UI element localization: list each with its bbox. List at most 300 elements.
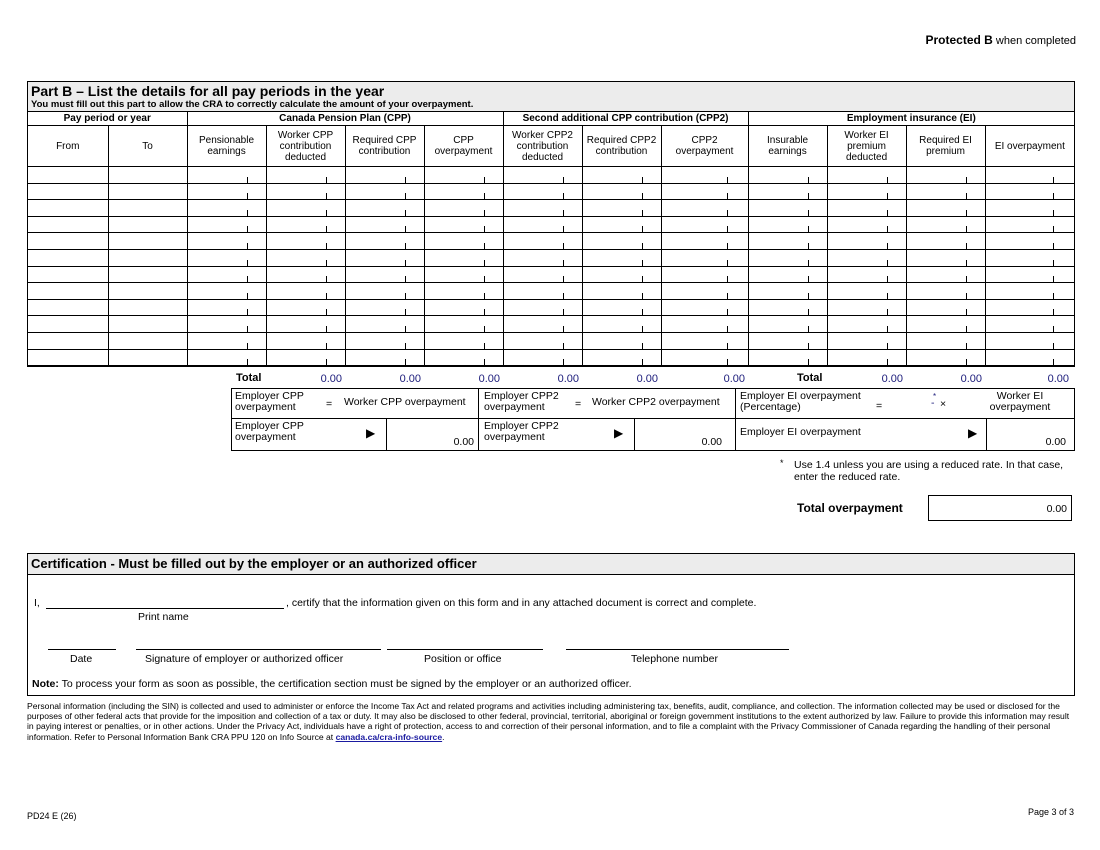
decimal-tick: [642, 326, 643, 332]
table-cell[interactable]: [748, 299, 827, 316]
decimal-tick: [727, 276, 728, 282]
total-ei-overpayment[interactable]: 0.00: [1047, 373, 1069, 385]
table-cell[interactable]: [827, 249, 906, 266]
table-cell[interactable]: [748, 216, 827, 233]
position-label: Position or office: [424, 653, 502, 665]
table-cell[interactable]: [108, 183, 187, 200]
table-cell[interactable]: [503, 283, 582, 300]
table-cell[interactable]: [985, 283, 1074, 300]
decimal-tick: [247, 343, 248, 349]
protected-label: Protected B: [925, 33, 993, 47]
decimal-tick: [966, 226, 967, 232]
decimal-tick: [727, 177, 728, 183]
table-cell[interactable]: [108, 332, 187, 349]
table-cell[interactable]: [28, 316, 108, 333]
table-cell[interactable]: [187, 299, 266, 316]
col-required-cpp2: Required CPP2 contribution: [582, 126, 661, 167]
part-b-section: [27, 81, 1075, 367]
decimal-tick: [563, 177, 564, 183]
table-cell[interactable]: [503, 266, 582, 283]
table-cell[interactable]: [503, 299, 582, 316]
employer-ei-result-label-box: [735, 418, 987, 451]
table-cell[interactable]: [906, 183, 985, 200]
table-cell[interactable]: [424, 183, 503, 200]
table-cell[interactable]: [748, 332, 827, 349]
table-cell[interactable]: [748, 316, 827, 333]
table-cell[interactable]: [345, 200, 424, 217]
table-cell[interactable]: [748, 249, 827, 266]
table-cell[interactable]: [187, 167, 266, 184]
table-cell[interactable]: [906, 249, 985, 266]
table-cell[interactable]: [424, 249, 503, 266]
table-cell[interactable]: [266, 283, 345, 300]
table-cell[interactable]: [582, 249, 661, 266]
table-row: [28, 249, 1074, 266]
decimal-tick: [1053, 359, 1054, 365]
table-cell[interactable]: [985, 167, 1074, 184]
table-cell[interactable]: [345, 183, 424, 200]
decimal-tick: [642, 177, 643, 183]
decimal-tick: [1053, 177, 1054, 183]
table-cell[interactable]: [661, 200, 748, 217]
decimal-tick: [326, 226, 327, 232]
table-cell[interactable]: [187, 216, 266, 233]
table-cell[interactable]: [345, 299, 424, 316]
employer-cpp2-result-field[interactable]: [634, 418, 736, 451]
table-cell[interactable]: [108, 167, 187, 184]
decimal-tick: [642, 193, 643, 199]
table-cell[interactable]: [582, 216, 661, 233]
pay-period-rows: [28, 167, 1074, 366]
table-cell[interactable]: [985, 316, 1074, 333]
decimal-tick: [642, 293, 643, 299]
arrow-right-icon: ▶: [968, 426, 978, 440]
certification-section: [27, 553, 1075, 696]
table-cell[interactable]: [827, 349, 906, 366]
col-cpp-overpayment: CPP overpayment: [424, 126, 503, 167]
decimal-tick: [966, 326, 967, 332]
decimal-tick: [247, 309, 248, 315]
decimal-tick: [326, 343, 327, 349]
table-cell[interactable]: [266, 183, 345, 200]
total-required-ei[interactable]: 0.00: [960, 373, 982, 385]
telephone-field[interactable]: [566, 649, 789, 650]
decimal-tick: [1053, 343, 1054, 349]
table-cell[interactable]: [187, 266, 266, 283]
table-cell[interactable]: [661, 249, 748, 266]
table-cell[interactable]: [345, 266, 424, 283]
table-cell[interactable]: [906, 316, 985, 333]
table-cell[interactable]: [748, 233, 827, 250]
date-field[interactable]: [48, 649, 116, 650]
table-cell[interactable]: [424, 283, 503, 300]
employer-cpp-formula-text: Worker CPP overpayment: [344, 396, 466, 408]
decimal-tick: [966, 359, 967, 365]
table-row: [28, 299, 1074, 316]
table-cell[interactable]: [266, 249, 345, 266]
table-cell[interactable]: [424, 349, 503, 366]
table-cell[interactable]: [345, 349, 424, 366]
employer-cpp2-formula: [478, 388, 736, 419]
certification-title: Certification - Must be filled out by the employer or an authorized officer: [28, 554, 1074, 575]
table-cell[interactable]: [661, 167, 748, 184]
signature-label: Signature of employer or authorized officer: [145, 653, 344, 665]
decimal-tick: [326, 177, 327, 183]
table-cell[interactable]: [424, 266, 503, 283]
table-cell[interactable]: [503, 216, 582, 233]
table-cell[interactable]: [582, 200, 661, 217]
employer-cpp-formula-label: Employer CPP overpayment: [235, 390, 304, 413]
table-cell[interactable]: [108, 200, 187, 217]
table-cell[interactable]: [582, 283, 661, 300]
table-cell[interactable]: [748, 349, 827, 366]
decimal-tick: [808, 193, 809, 199]
table-cell[interactable]: [187, 332, 266, 349]
table-cell[interactable]: [582, 316, 661, 333]
decimal-tick: [247, 193, 248, 199]
total-required-cpp2[interactable]: 0.00: [636, 373, 658, 385]
table-cell[interactable]: [345, 216, 424, 233]
table-cell[interactable]: [345, 167, 424, 184]
decimal-tick: [405, 293, 406, 299]
table-cell[interactable]: [108, 316, 187, 333]
group-cpp2: Second additional CPP contribution (CPP2): [503, 112, 748, 126]
decimal-tick: [484, 309, 485, 315]
table-cell[interactable]: [28, 216, 108, 233]
position-field[interactable]: [387, 649, 543, 650]
decimal-tick: [727, 359, 728, 365]
table-cell[interactable]: [503, 167, 582, 184]
info-source-link[interactable]: canada.ca/cra-info-source: [335, 731, 443, 742]
employer-cpp-result-value: 0.00: [453, 436, 474, 448]
decimal-tick: [887, 210, 888, 216]
decimal-tick: [326, 276, 327, 282]
table-cell[interactable]: [503, 349, 582, 366]
table-cell[interactable]: [187, 233, 266, 250]
decimal-tick: [1053, 276, 1054, 282]
decimal-tick: [808, 177, 809, 183]
table-cell[interactable]: [906, 349, 985, 366]
decimal-tick: [484, 276, 485, 282]
table-cell[interactable]: [582, 332, 661, 349]
col-pensionable-earnings: Pensionable earnings: [187, 126, 266, 167]
table-row: [28, 332, 1074, 349]
table-cell[interactable]: [28, 332, 108, 349]
table-row: [28, 183, 1074, 200]
decimal-tick: [887, 309, 888, 315]
table-cell[interactable]: [582, 183, 661, 200]
table-cell[interactable]: [503, 316, 582, 333]
table-cell[interactable]: [424, 299, 503, 316]
decimal-tick: [887, 276, 888, 282]
decimal-tick: [1053, 243, 1054, 249]
decimal-tick: [642, 276, 643, 282]
table-cell[interactable]: [28, 349, 108, 366]
table-cell[interactable]: [28, 249, 108, 266]
total-worker-cpp2[interactable]: 0.00: [557, 373, 579, 385]
table-row: [28, 216, 1074, 233]
table-cell[interactable]: [345, 316, 424, 333]
table-cell[interactable]: [985, 349, 1074, 366]
table-cell[interactable]: [345, 249, 424, 266]
decimal-tick: [247, 276, 248, 282]
table-cell[interactable]: [345, 332, 424, 349]
decimal-tick: [563, 293, 564, 299]
table-cell[interactable]: [424, 200, 503, 217]
decimal-tick: [642, 210, 643, 216]
table-cell[interactable]: [266, 299, 345, 316]
table-cell[interactable]: [661, 233, 748, 250]
table-cell[interactable]: [266, 216, 345, 233]
employer-ei-result-label: Employer EI overpayment: [740, 426, 861, 438]
table-cell[interactable]: [906, 167, 985, 184]
table-cell[interactable]: [582, 233, 661, 250]
decimal-tick: [808, 343, 809, 349]
table-cell[interactable]: [985, 233, 1074, 250]
table-cell[interactable]: [28, 283, 108, 300]
group-pay-period: Pay period or year: [28, 112, 187, 126]
table-cell[interactable]: [187, 316, 266, 333]
table-cell[interactable]: [906, 200, 985, 217]
table-cell[interactable]: [661, 299, 748, 316]
signature-field[interactable]: [136, 649, 381, 650]
total-label-cpp: Total: [236, 372, 262, 384]
employer-ei-formula-text: Worker EI overpayment: [989, 390, 1051, 413]
protected-suffix: when completed: [995, 35, 1076, 47]
table-cell[interactable]: [985, 249, 1074, 266]
table-row: [28, 349, 1074, 366]
decimal-tick: [405, 343, 406, 349]
table-cell[interactable]: [28, 299, 108, 316]
decimal-tick: [642, 359, 643, 365]
decimal-tick: [563, 226, 564, 232]
decimal-tick: [642, 243, 643, 249]
note-text: To process your form as soon as possible, the certification section must be signed by the employer or an authorized officer.: [61, 678, 632, 690]
decimal-tick: [326, 243, 327, 249]
decimal-tick: [642, 309, 643, 315]
decimal-tick: [727, 326, 728, 332]
employer-ei-result-field[interactable]: [986, 418, 1075, 451]
table-cell[interactable]: [985, 183, 1074, 200]
table-cell[interactable]: [28, 183, 108, 200]
table-cell[interactable]: [661, 183, 748, 200]
table-cell[interactable]: [187, 283, 266, 300]
decimal-tick: [247, 293, 248, 299]
table-cell[interactable]: [187, 249, 266, 266]
table-cell[interactable]: [266, 167, 345, 184]
table-cell[interactable]: [827, 233, 906, 250]
table-cell[interactable]: [985, 266, 1074, 283]
table-cell[interactable]: [108, 349, 187, 366]
equals-sign: =: [876, 400, 883, 412]
table-cell[interactable]: [827, 299, 906, 316]
footnote-star: *: [780, 458, 784, 468]
table-cell[interactable]: [187, 200, 266, 217]
table-cell[interactable]: [266, 233, 345, 250]
decimal-tick: [405, 260, 406, 266]
employer-ei-formula-label: Employer EI overpayment (Percentage): [740, 390, 861, 413]
print-name-field[interactable]: [46, 608, 284, 609]
table-row: [28, 266, 1074, 283]
date-label: Date: [70, 653, 93, 665]
decimal-tick: [966, 177, 967, 183]
table-cell[interactable]: [582, 349, 661, 366]
table-cell[interactable]: [266, 349, 345, 366]
table-cell[interactable]: [661, 332, 748, 349]
table-cell[interactable]: [827, 167, 906, 184]
table-cell[interactable]: [661, 216, 748, 233]
col-from: From: [28, 126, 108, 167]
decimal-tick: [484, 177, 485, 183]
table-cell[interactable]: [345, 233, 424, 250]
table-cell[interactable]: [424, 233, 503, 250]
table-cell[interactable]: [28, 167, 108, 184]
decimal-tick: [966, 343, 967, 349]
table-cell[interactable]: [827, 332, 906, 349]
decimal-tick: [405, 326, 406, 332]
table-cell[interactable]: [661, 316, 748, 333]
total-required-cpp[interactable]: 0.00: [399, 373, 421, 385]
rate-footnote: [780, 458, 1074, 483]
table-cell[interactable]: [827, 283, 906, 300]
decimal-tick: [405, 210, 406, 216]
table-cell[interactable]: [985, 200, 1074, 217]
decimal-tick: [563, 309, 564, 315]
table-cell[interactable]: [985, 216, 1074, 233]
table-cell[interactable]: [503, 233, 582, 250]
table-cell[interactable]: [187, 349, 266, 366]
total-worker-ei[interactable]: 0.00: [881, 373, 903, 385]
part-b-title: Part B – List the details for all pay periods in the year: [31, 83, 385, 99]
table-cell[interactable]: [661, 266, 748, 283]
table-row: [28, 200, 1074, 217]
employer-cpp2-result-label: Employer CPP2 overpayment: [484, 420, 559, 443]
table-cell[interactable]: [424, 216, 503, 233]
table-cell[interactable]: [28, 266, 108, 283]
col-required-ei: Required EI premium: [906, 126, 985, 167]
table-cell[interactable]: [108, 216, 187, 233]
total-overpayment-value: 0.00: [1046, 503, 1067, 515]
table-cell[interactable]: [906, 216, 985, 233]
table-cell[interactable]: [582, 299, 661, 316]
table-cell[interactable]: [108, 283, 187, 300]
table-cell[interactable]: [985, 299, 1074, 316]
table-cell[interactable]: [503, 249, 582, 266]
table-cell[interactable]: [582, 266, 661, 283]
decimal-tick: [247, 260, 248, 266]
decimal-tick: [247, 210, 248, 216]
multiply-sign: ×: [940, 398, 947, 410]
table-cell[interactable]: [424, 316, 503, 333]
decimal-tick: [326, 326, 327, 332]
decimal-tick: [484, 359, 485, 365]
rate-input[interactable]: -: [931, 397, 935, 409]
table-cell[interactable]: [28, 200, 108, 217]
employer-cpp2-formula-label: Employer CPP2 overpayment: [484, 390, 559, 413]
table-cell[interactable]: [906, 299, 985, 316]
table-cell[interactable]: [827, 183, 906, 200]
table-cell[interactable]: [748, 167, 827, 184]
table-cell[interactable]: [661, 283, 748, 300]
table-cell[interactable]: [187, 183, 266, 200]
decimal-tick: [326, 260, 327, 266]
totals-row: [27, 371, 1073, 387]
part-b-header: [28, 82, 1074, 112]
col-cpp2-overpayment: CPP2 overpayment: [661, 126, 748, 167]
total-cpp-overpayment[interactable]: 0.00: [478, 373, 500, 385]
table-cell[interactable]: [748, 200, 827, 217]
table-cell[interactable]: [108, 266, 187, 283]
table-cell[interactable]: [266, 266, 345, 283]
group-cpp: Canada Pension Plan (CPP): [187, 112, 503, 126]
privacy-text: Personal information (including the SIN) is collected and used to administer or enforce the Income Tax Act and related programs and activities including administering tax, benefits, audit, compliance, and collection. The information collected may be used or disclosed for the purposes of other federal acts that provide for the imposition and collection of a tax or duty. It may also be disclosed to other federal, provincial, territorial, aboriginal or foreign government institutions to the extent authorized by law. Failure to provide this information may result in paying interest or penalties, or in other actions. Under the Privacy Act, individuals have a right of protection, access to and correction of their personal information, and to file a complaint with the Privacy Commissioner of Canada regarding the handling of their personal information. Refer to Personal Information Bank CRA PPU 120 on Info Source at: [27, 701, 1070, 742]
certification-note: [32, 678, 632, 690]
employer-cpp-formula: [231, 388, 479, 419]
table-cell[interactable]: [827, 266, 906, 283]
table-cell[interactable]: [345, 283, 424, 300]
table-cell[interactable]: [748, 183, 827, 200]
table-cell[interactable]: [266, 332, 345, 349]
table-cell[interactable]: [503, 200, 582, 217]
total-cpp2-overpayment[interactable]: 0.00: [723, 373, 745, 385]
table-cell[interactable]: [503, 332, 582, 349]
decimal-tick: [1053, 260, 1054, 266]
decimal-tick: [247, 359, 248, 365]
table-cell[interactable]: [28, 233, 108, 250]
col-worker-cpp: Worker CPP contribution deducted: [266, 126, 345, 167]
table-cell[interactable]: [985, 332, 1074, 349]
decimal-tick: [326, 309, 327, 315]
table-cell[interactable]: [424, 167, 503, 184]
table-cell[interactable]: [906, 332, 985, 349]
table-cell[interactable]: [503, 183, 582, 200]
table-cell[interactable]: [827, 216, 906, 233]
table-cell[interactable]: [748, 283, 827, 300]
table-cell[interactable]: [906, 283, 985, 300]
table-cell[interactable]: [827, 200, 906, 217]
table-cell[interactable]: [906, 266, 985, 283]
table-cell[interactable]: [108, 233, 187, 250]
decimal-tick: [484, 343, 485, 349]
total-worker-cpp[interactable]: 0.00: [320, 373, 342, 385]
decimal-tick: [563, 276, 564, 282]
decimal-tick: [642, 260, 643, 266]
table-cell[interactable]: [661, 349, 748, 366]
table-cell[interactable]: [827, 316, 906, 333]
decimal-tick: [727, 309, 728, 315]
table-cell[interactable]: [266, 200, 345, 217]
table-cell[interactable]: [108, 249, 187, 266]
col-to: To: [108, 126, 187, 167]
table-cell[interactable]: [266, 316, 345, 333]
decimal-tick: [887, 177, 888, 183]
table-cell[interactable]: [906, 233, 985, 250]
decimal-tick: [326, 359, 327, 365]
employer-cpp-result-field[interactable]: [386, 418, 479, 451]
table-cell[interactable]: [424, 332, 503, 349]
decimal-tick: [405, 226, 406, 232]
total-overpayment-field[interactable]: [928, 495, 1072, 521]
decimal-tick: [966, 293, 967, 299]
table-cell[interactable]: [748, 266, 827, 283]
decimal-tick: [887, 193, 888, 199]
decimal-tick: [405, 243, 406, 249]
table-cell[interactable]: [582, 167, 661, 184]
employer-cpp-result-label-box: [231, 418, 387, 451]
decimal-tick: [326, 210, 327, 216]
decimal-tick: [808, 293, 809, 299]
table-cell[interactable]: [108, 299, 187, 316]
